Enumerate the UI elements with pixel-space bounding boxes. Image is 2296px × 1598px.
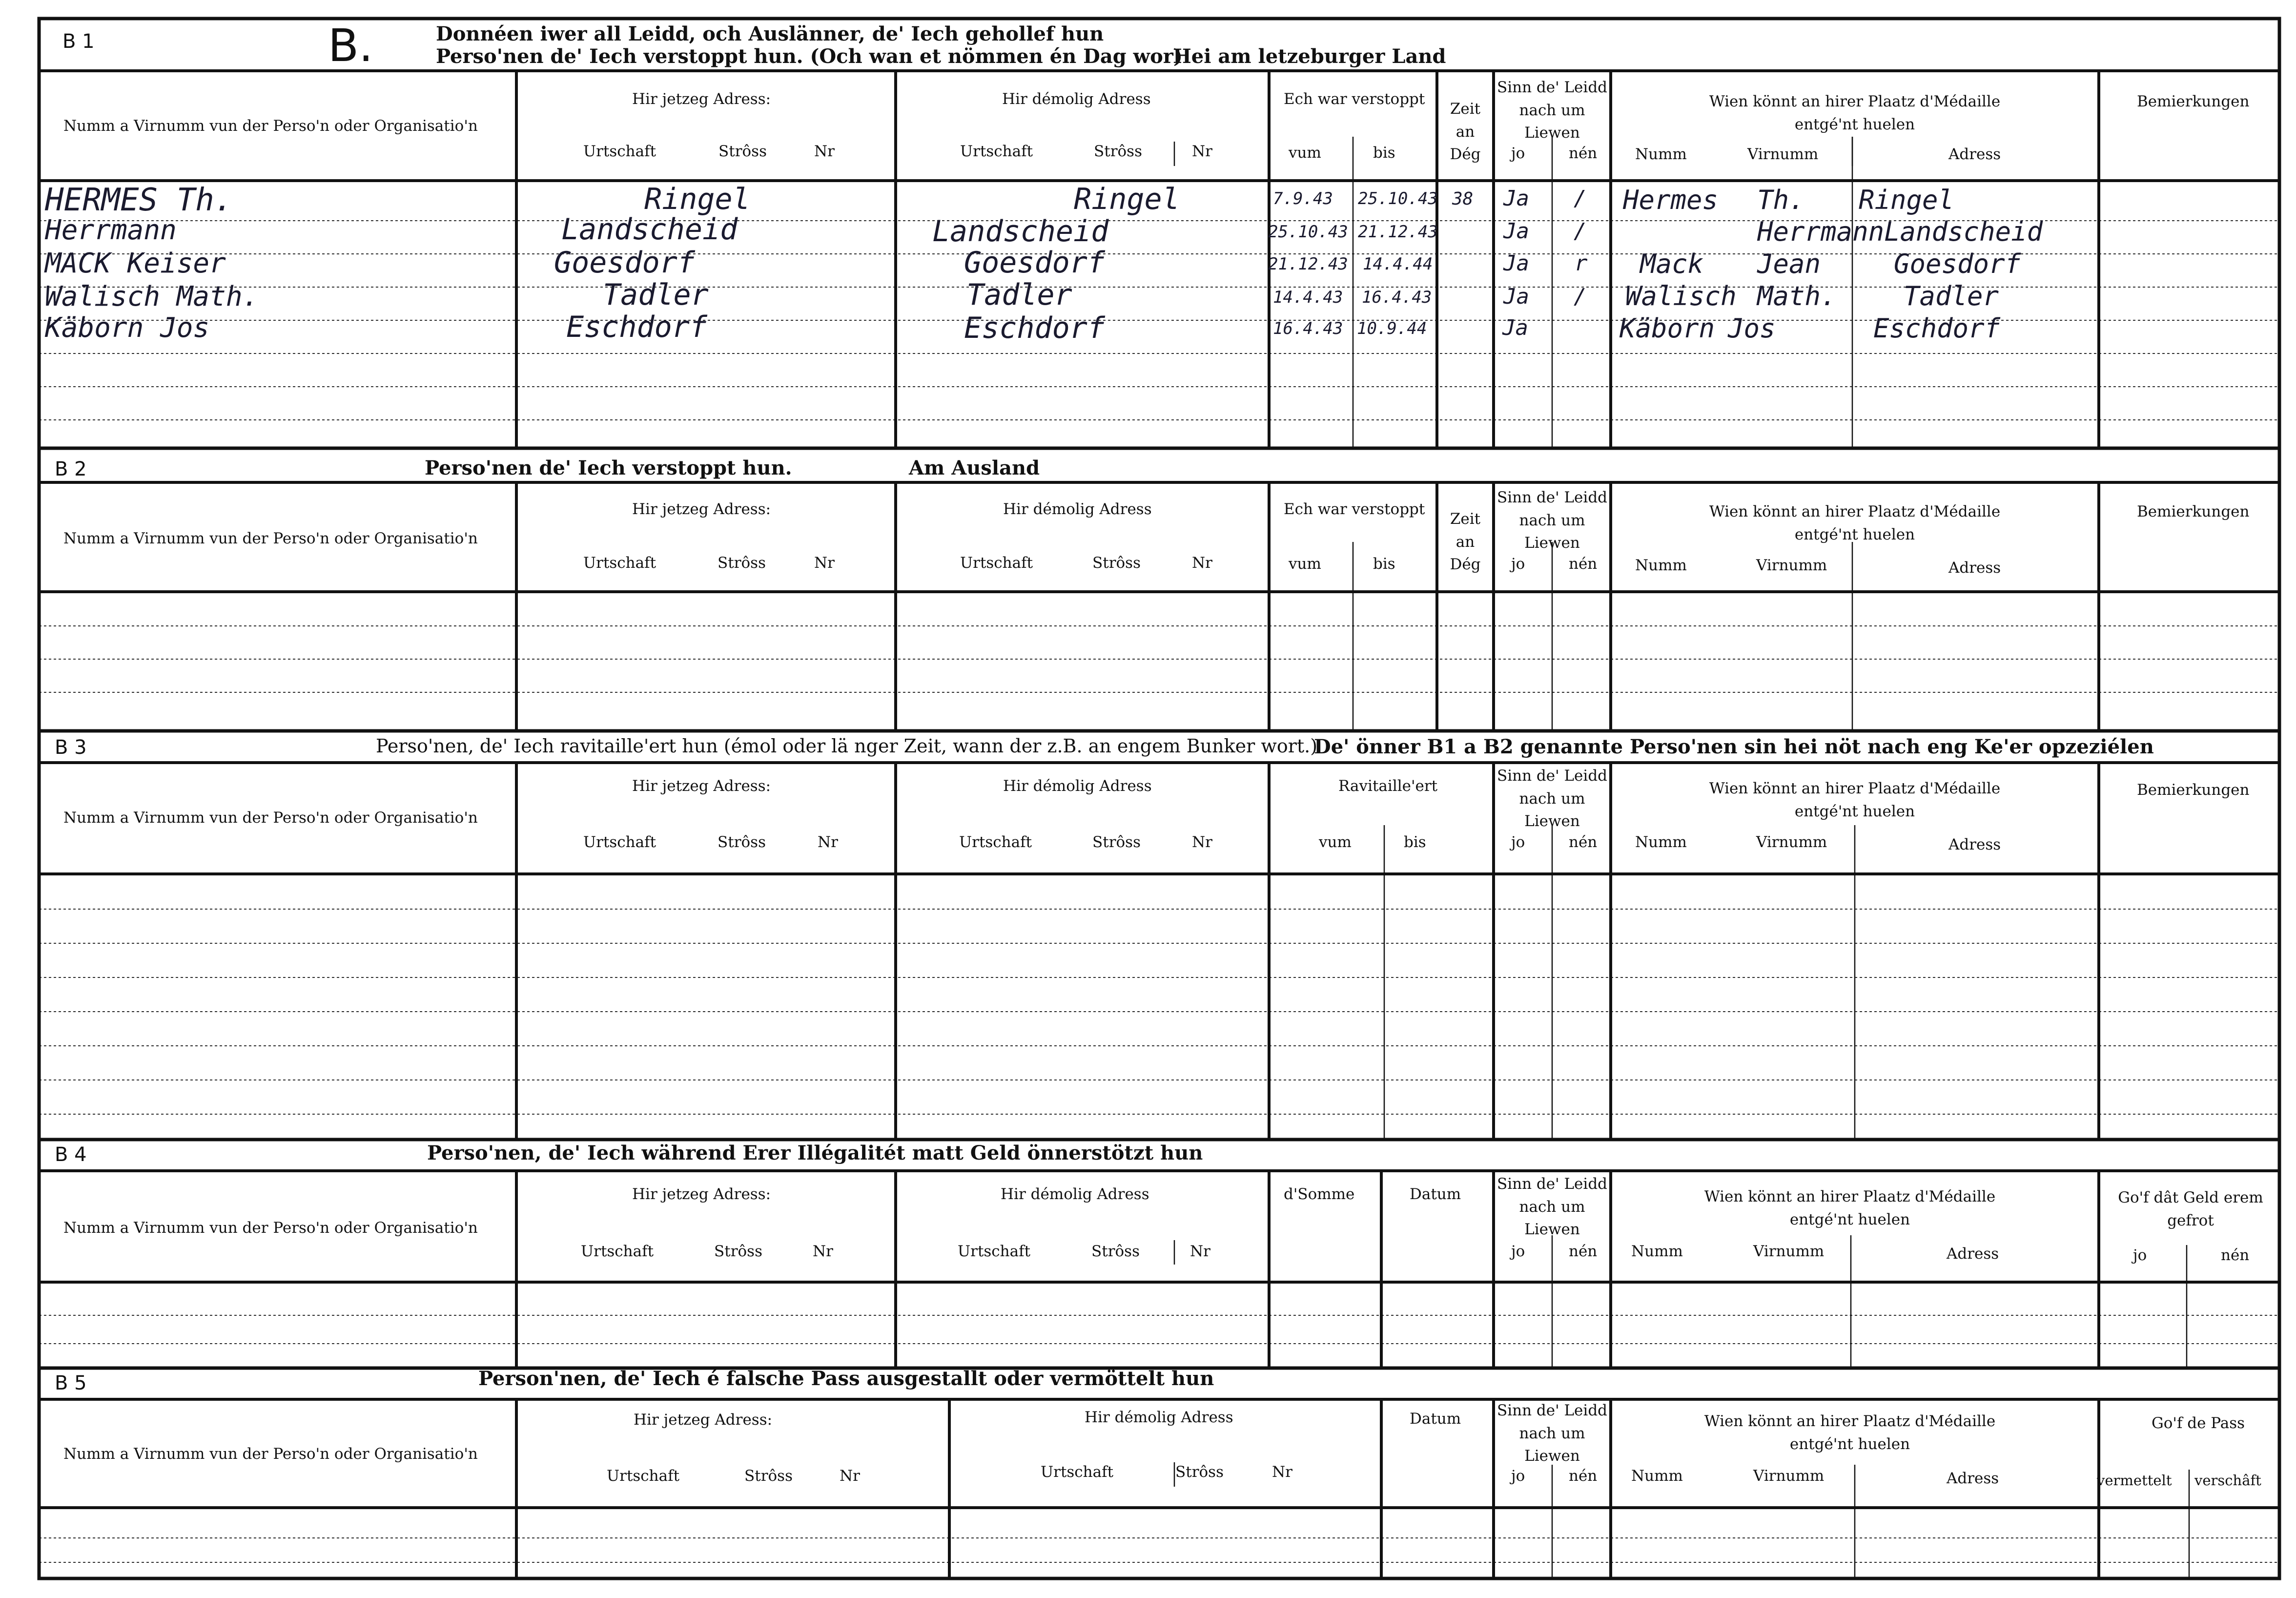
b1-cell-jetzeg: Ringel <box>644 182 750 216</box>
b1-cell-m-numm: Walisch <box>1625 281 1737 311</box>
b5-header-nr: Nr <box>840 1467 860 1485</box>
b4-header-nr: Nr <box>813 1243 833 1260</box>
b5-header-urtschaft: Urtschaft <box>607 1467 680 1485</box>
b2-header-vum: vum <box>1289 555 1321 573</box>
b1-header-urtschaft-2: Urtschaft <box>960 143 1033 160</box>
b1-cell-name: HERMES Th. <box>45 182 233 218</box>
b4-header-hir-demolig: Hir démolig Adress <box>1001 1185 1149 1203</box>
b1-cell-m-adress: Tadler <box>1904 281 1999 311</box>
b1-cell-vum: 25.10.43 <box>1268 222 1348 242</box>
b1-cell-m-adress: Goesdorf <box>1894 249 2021 279</box>
b5-header-sinn: Sinn de' Leidd nach um Liewen <box>1496 1402 1608 1465</box>
b1-cell-jetzeg: Tadler <box>603 278 709 312</box>
b1-header-hir-demolig: Hir démolig Adress <box>1002 90 1151 108</box>
b3-header-nr-2: Nr <box>1192 833 1212 851</box>
b1-header-hir-jetzeg: Hir jetzeg Adress: <box>632 90 771 108</box>
b2-header-hir-demolig: Hir démolig Adress <box>1003 500 1152 518</box>
b1-cell-demolig: Ringel <box>1074 182 1180 216</box>
b5-header-stross: Strôss <box>744 1467 793 1485</box>
b5-header-gof-pass: Go'f de Pass <box>2152 1414 2245 1432</box>
b3-header-numm: Numm a Virnumm vun der Perso'n oder Organisatio'n <box>63 809 478 827</box>
b4-header-numm2: Numm <box>1631 1243 1683 1260</box>
b5-header-adress: Adress <box>1947 1470 1999 1487</box>
b1-cell-bis: 10.9.44 <box>1357 319 1427 338</box>
b4-header-stross: Strôss <box>714 1243 762 1260</box>
b1-header-virnumm: Virnumm <box>1747 145 1819 163</box>
b2-header-urtschaft-2: Urtschaft <box>960 554 1033 572</box>
b1-cell-demolig: Tadler <box>966 278 1072 312</box>
b1-cell-m-virnumm: Math. <box>1757 281 1837 311</box>
section-b3-title-1: Perso'nen, de' Iech ravitaille'ert hun (émol oder lä nger Zeit, wann der z.B. an engem Bunker wort.) <box>376 735 1318 757</box>
b4-header-sinn: Sinn de' Leidd nach um Liewen <box>1496 1175 1608 1238</box>
b1-cell-vum: 14.4.43 <box>1273 288 1343 307</box>
b1-cell-m-numm: Käborn <box>1620 313 1715 344</box>
section-b1-title-1: Donnéen iwer all Leidd, och Auslänner, de' Iech gehollef hun <box>436 22 1104 45</box>
b1-header-sinn: Sinn de' Leidd nach um Liewen <box>1496 79 1608 142</box>
b1-cell-jo: Ja <box>1503 219 1529 244</box>
b1-cell-bis: 21.12.43 <box>1358 222 1438 242</box>
b3-header-stross: Strôss <box>718 833 766 851</box>
b1-cell-name: Käborn Jos <box>45 312 210 344</box>
b5-header-nen: nén <box>1569 1467 1598 1485</box>
b2-header-nr-2: Nr <box>1192 554 1212 572</box>
b2-header-nen: nén <box>1569 555 1598 573</box>
b2-header-stross: Strôss <box>718 554 766 572</box>
section-b2-id: B 2 <box>55 458 87 480</box>
b1-cell-demolig: Goesdorf <box>964 246 1105 280</box>
section-b1-title-2: Perso'nen de' Iech verstoppt hun. (Och wan et nömmen én Dag wor) <box>436 45 1183 68</box>
section-b5-title-1: Person'nen, de' Iech é falsche Pass ausgestallt oder vermöttelt hun <box>478 1367 1214 1390</box>
b5-header-virnumm: Virnumm <box>1753 1467 1824 1485</box>
b4-header-gof-geld: Go'f dât Geld erem gefrot <box>2118 1189 2263 1229</box>
b2-header-adress: Adress <box>1948 559 2001 577</box>
b3-header-ravitailleert: Ravitaille'ert <box>1338 777 1438 795</box>
b1-cell-m-numm: Hermes <box>1623 185 1719 215</box>
b1-cell-zeit: 38 <box>1452 189 1474 209</box>
b1-cell-bis: 25.10.43 <box>1358 189 1438 208</box>
section-b2-title-2: Am Ausland <box>909 457 1040 479</box>
b1-header-stross-2: Strôss <box>1094 143 1142 160</box>
b2-header-sinn: Sinn de' Leidd nach um Liewen <box>1496 489 1608 552</box>
b1-header-numm2: Numm <box>1635 145 1687 163</box>
b1-cell-m-adress: Eschdorf <box>1873 313 2001 344</box>
b2-header-virnumm: Virnumm <box>1756 557 1827 574</box>
b1-header-urtschaft: Urtschaft <box>583 143 656 160</box>
b1-header-bis: bis <box>1373 144 1395 162</box>
b3-header-hir-jetzeg: Hir jetzeg Adress: <box>632 777 771 795</box>
b5-header-numm2: Numm <box>1631 1467 1683 1485</box>
section-b4-id: B 4 <box>55 1143 87 1166</box>
b1-cell-m-virnumm: Jean <box>1757 249 1821 279</box>
b3-header-sinn: Sinn de' Leidd nach um Liewen <box>1496 767 1608 830</box>
b3-header-virnumm: Virnumm <box>1756 833 1827 851</box>
b4-header-virnumm: Virnumm <box>1753 1243 1824 1260</box>
b1-header-numm: Numm a Virnumm vun der Perso'n oder Organisatio'n <box>63 117 478 135</box>
b5-header-numm: Numm a Virnumm vun der Perso'n oder Organisatio'n <box>63 1445 478 1463</box>
b2-header-ech-war: Ech war verstoppt <box>1284 500 1425 518</box>
b1-header-vum: vum <box>1289 144 1321 162</box>
b5-header-jo: jo <box>1511 1467 1525 1485</box>
b2-header-hir-jetzeg: Hir jetzeg Adress: <box>632 500 771 518</box>
b1-cell-jo: Ja <box>1503 186 1529 211</box>
b1-cell-nen: / <box>1574 219 1587 244</box>
section-b3-id: B 3 <box>55 736 87 759</box>
b5-header-hir-demolig: Hir démolig Adress <box>1085 1409 1233 1426</box>
b1-cell-name: Walisch Math. <box>45 281 259 312</box>
form-letter: B. <box>328 20 373 72</box>
b2-header-urtschaft: Urtschaft <box>583 554 656 572</box>
b2-header-numm: Numm a Virnumm vun der Perso'n oder Organisatio'n <box>63 530 478 547</box>
b4-header-wien: Wien könnt an hirer Plaatz d'Médaille entgé'nt huelen <box>1704 1188 1996 1228</box>
b3-header-jo: jo <box>1511 833 1525 851</box>
b1-cell-vum: 7.9.43 <box>1273 189 1333 208</box>
b1-header-adress: Adress <box>1948 145 2001 163</box>
b3-header-bemierkungen: Bemierkungen <box>2137 781 2250 799</box>
b2-header-bis: bis <box>1373 555 1395 573</box>
b1-cell-jo: Ja <box>1502 315 1528 340</box>
b3-header-wien: Wien könnt an hirer Plaatz d'Médaille entgé'nt huelen <box>1709 780 2001 820</box>
b5-header-hir-jetzeg: Hir jetzeg Adress: <box>634 1411 773 1429</box>
b2-header-zeit: Zeit an Dég <box>1450 510 1481 573</box>
b2-header-stross-2: Strôss <box>1092 554 1141 572</box>
section-b4-title-1: Perso'nen, de' Iech während Erer Illégalitét matt Geld önnerstötzt hun <box>427 1141 1203 1164</box>
b4-header-nen-2: nén <box>2221 1246 2250 1264</box>
b3-header-urtschaft-2: Urtschaft <box>959 833 1032 851</box>
b1-header-nr: Nr <box>814 143 835 160</box>
b3-header-urtschaft: Urtschaft <box>583 833 656 851</box>
b2-header-wien: Wien könnt an hirer Plaatz d'Médaille entgé'nt huelen <box>1709 503 2001 543</box>
b4-header-somme: d'Somme <box>1284 1185 1355 1203</box>
b3-header-hir-demolig: Hir démolig Adress <box>1003 777 1152 795</box>
b2-header-jo: jo <box>1511 555 1525 573</box>
b1-cell-vum: 21.12.43 <box>1268 254 1348 274</box>
b1-cell-name: Herrmann <box>45 214 177 246</box>
b5-header-datum: Datum <box>1410 1410 1461 1428</box>
b4-header-numm: Numm a Virnumm vun der Perso'n oder Organisatio'n <box>63 1219 478 1237</box>
b5-header-nr-2: Nr <box>1272 1463 1292 1481</box>
b4-header-nr-2: Nr <box>1190 1243 1210 1260</box>
b1-header-nen: nén <box>1569 145 1598 162</box>
b5-header-wien: Wien könnt an hirer Plaatz d'Médaille entgé'nt huelen <box>1704 1412 1996 1453</box>
b3-header-numm2: Numm <box>1635 833 1687 851</box>
b1-cell-nen: r <box>1575 251 1588 276</box>
b1-cell-jetzeg: Goesdorf <box>554 246 695 280</box>
b1-header-bemierkungen: Bemierkungen <box>2137 93 2250 110</box>
b1-header-ech-war: Ech war verstoppt <box>1284 90 1425 108</box>
b1-cell-bis: 14.4.44 <box>1363 254 1433 274</box>
b4-header-nen: nén <box>1569 1243 1598 1260</box>
b4-header-urtschaft: Urtschaft <box>581 1243 654 1260</box>
b5-header-urtschaft-2: Urtschaft <box>1041 1463 1114 1481</box>
b1-cell-m-numm: Mack <box>1640 249 1704 279</box>
b1-header-nr-2: Nr <box>1192 143 1212 160</box>
b2-header-nr: Nr <box>814 554 835 572</box>
b4-header-hir-jetzeg: Hir jetzeg Adress: <box>632 1185 771 1203</box>
b3-header-adress: Adress <box>1948 836 2001 853</box>
b5-header-vermettelt: vermettelt <box>2097 1472 2172 1489</box>
b1-header-zeit: Zeit an Dég <box>1450 100 1481 163</box>
b1-cell-jetzeg: Eschdorf <box>566 310 707 344</box>
b3-header-stross-2: Strôss <box>1092 833 1141 851</box>
b2-header-numm2: Numm <box>1635 557 1687 574</box>
b1-cell-m-numm: Herrmann <box>1757 216 1885 247</box>
section-b1-id: B 1 <box>62 30 95 53</box>
b1-cell-m-adress: Ringel <box>1859 185 1954 215</box>
b4-header-jo-2: jo <box>2133 1246 2147 1264</box>
b4-header-adress: Adress <box>1947 1245 1999 1263</box>
b1-cell-name: MACK Keiser <box>45 248 226 279</box>
b1-cell-vum: 16.4.43 <box>1273 319 1343 338</box>
section-b2-title-1: Perso'nen de' Iech verstoppt hun. <box>425 457 792 479</box>
section-b3-title-2: De' önner B1 a B2 genannte Perso'nen sin hei nöt nach eng Ke'er opzeziélen <box>1314 735 2154 758</box>
b4-header-jo: jo <box>1511 1243 1525 1260</box>
b4-header-urtschaft-2: Urtschaft <box>958 1243 1031 1260</box>
b1-cell-bis: 16.4.43 <box>1362 288 1432 307</box>
b5-header-verschaft: verschâft <box>2194 1472 2261 1489</box>
b5-header-stross-2: Strôss <box>1175 1463 1224 1481</box>
b3-header-bis: bis <box>1404 833 1426 851</box>
b1-cell-jetzeg: Landscheid <box>561 212 738 247</box>
b1-cell-jo: Ja <box>1503 251 1529 276</box>
b1-header-jo: jo <box>1511 145 1525 162</box>
b1-cell-nen: / <box>1574 186 1587 211</box>
b3-header-nr: Nr <box>818 833 838 851</box>
b1-header-stross: Strôss <box>718 143 767 160</box>
b1-cell-nen: / <box>1574 284 1587 309</box>
b4-header-stross-2: Strôss <box>1091 1243 1140 1260</box>
section-b5-id: B 5 <box>55 1372 87 1394</box>
b3-header-nen: nén <box>1569 833 1598 851</box>
b1-cell-jo: Ja <box>1503 284 1529 309</box>
b4-header-datum: Datum <box>1410 1185 1461 1203</box>
b2-header-bemierkungen: Bemierkungen <box>2137 503 2250 520</box>
b3-header-vum: vum <box>1319 833 1352 851</box>
b1-cell-m-adress: Landscheid <box>1884 216 2043 247</box>
b1-header-wien: Wien könnt an hirer Plaatz d'Médaille entgé'nt huelen <box>1709 93 2001 133</box>
section-b1-title-3: Hei am letzeburger Land <box>1173 45 1446 68</box>
b1-cell-m-virnumm: Jos <box>1728 313 1776 344</box>
b1-cell-demolig: Eschdorf <box>964 311 1105 345</box>
b1-cell-m-virnumm: Th. <box>1757 185 1805 215</box>
b1-cell-demolig: Landscheid <box>932 214 1109 249</box>
